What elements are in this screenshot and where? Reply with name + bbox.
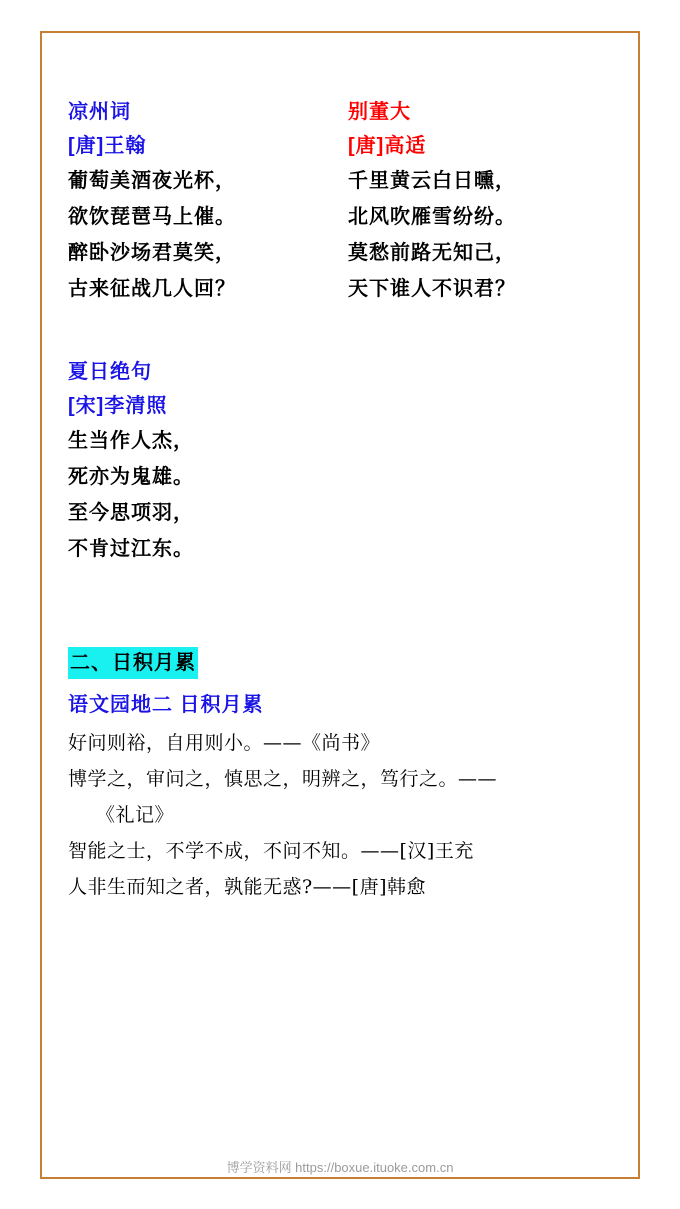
poem-title: 别董大 [348,101,411,123]
poem-line: 古来征战几人回？ [68,278,236,300]
poem-line: 醉卧沙场君莫笑， [68,242,236,264]
quote-line: 智能之士，不学不成，不问不知。——[汉]王充 [68,840,474,862]
poem-line: 死亦为鬼雄。 [68,466,194,488]
poem-author: [唐]王翰 [68,135,147,157]
poem-line: 莫愁前路无知己， [348,242,516,264]
document-content [68,95,628,905]
poem-line: 千里黄云白日曛， [348,170,516,192]
poem-title: 夏日绝句 [68,361,152,383]
poem-line: 天下谁人不识君？ [348,278,516,300]
quote-line: 博学之，审问之，慎思之，明辨之，笃行之。—— [68,768,498,790]
quote-line-continued: 《礼记》 [96,804,175,826]
poem-line: 至今思项羽， [68,502,194,524]
poem-two-column-row [68,95,628,307]
poem-line: 生当作人杰， [68,430,194,452]
poem-line: 不肯过江东。 [68,538,194,560]
poem-biedongda [348,95,628,307]
poem-author: [唐]高适 [348,135,427,157]
poem-title: 凉州词 [68,101,131,123]
poem-line: 北风吹雁雪纷纷。 [348,206,516,228]
poem-line: 葡萄美酒夜光杯， [68,170,236,192]
footer-watermark: 博学资料网 https://boxue.ituoke.com.cn [226,1160,454,1175]
section-heading: 二、日积月累 [68,647,198,679]
poem-liangzhouci [68,95,348,307]
spacer [68,307,628,355]
section-heading-wrapper [68,647,628,679]
subsection-heading: 语文园地二 日积月累 [68,694,264,716]
quote-line: 好问则裕，自用则小。——《尚书》 [68,732,381,754]
spacer [68,567,628,647]
poem-xiarijueju [68,355,348,567]
quote-line: 人非生而知之者，孰能无惑?——[唐]韩愈 [68,876,427,898]
poem-line: 欲饮琵琶马上催。 [68,206,236,228]
poem-author: [宋]李清照 [68,395,168,417]
